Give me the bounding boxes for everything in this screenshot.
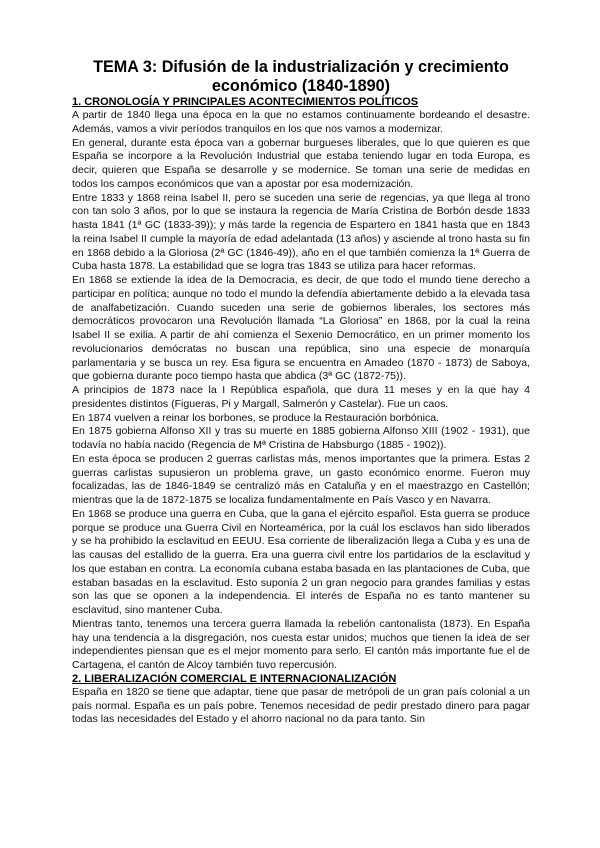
paragraph: En esta época se producen 2 guerras carlistas más, menos importantes que la primera. Estas 2 guerras carlistas supusieron un problema grave, un gasto económico enorme. Fueron muy focalizadas, las de 1846-1849 se centralizó más en Cataluña y en el maestrazgo en Castellón; mientras que la de 1872-1875 se localiza fundamentalmente en País Vasco y en Navarra. bbox=[72, 452, 530, 506]
section-heading-1: 1. CRONOLOGÍA Y PRINCIPALES ACONTECIMIENTOS POLÍTICOS bbox=[72, 96, 419, 108]
paragraph: Entre 1833 y 1868 reina Isabel II, pero se suceden una serie de regencias, ya que llega al trono con tan solo 3 años, por lo que se instaura la regencia de María Cristina de Borbón desde 1833 hasta 1841 (1ª GC (1833-39)); y más tarde la regencia de Espartero en 1841 hasta que en 1843 la reina Isabel II cumple la mayoría de edad adelantada (13 años) y asciende al trono hasta su fin en 1868 debido a la Gloriosa (2ª GC (1846-49)), año en el que también comienza la 1ª Guerra de Cuba hasta 1878. La estabilidad que se logra tras 1843 se utiliza para hacer reformas. bbox=[72, 191, 530, 273]
paragraph: En 1868 se extiende la idea de la Democracia, es decir, de que todo el mundo tiene derecho a participar en política; aunque no todo el mundo la defendía abiertamente debido a la elevada tasa de analfabetización. Cuando suceden una serie de gobiernos liberales, los sectores más democráticos provocaron una Revolución llamada “La Gloriosa” en 1868, por la cual la reina Isabel II se exilia. A partir de ahí comienza el Sexenio Democrático, en un primer momento los revolucionarios demócratas no buscan una república, sino una especie de monarquía parlamentaria y se busca un rey. Esa figura se encuentra en Amadeo (1870 - 1873) de Saboya, que gobierna durante poco tiempo hasta que abdica (3ª GC (1872-75)). bbox=[72, 274, 530, 383]
paragraph: A partir de 1840 llega una época en la que no estamos continuamente bordeando el desastre. Además, vamos a vivir períodos tranquilos en los que nos vamos a modernizar. bbox=[72, 109, 530, 135]
paragraph: En 1875 gobierna Alfonso XII y tras su muerte en 1885 gobierna Alfonso XIII (1902 - 1931), que todavía no había nacido (Regencia de Mª Cristina de Habsburgo (1885 - 1902)). bbox=[72, 425, 530, 451]
paragraph: En 1874 vuelven a reinar los borbones, se produce la Restauración borbónica. bbox=[72, 411, 440, 424]
paragraph: Mientras tanto, tenemos una tercera guerra llamada la rebelión cantonalista (1873). En España hay una tendencia a la disgregación, nos cuesta estar unidos; muchos que tienen la idea de ser independientes piensan que es el mejor momento para serlo. El cantón más importante fue el de Cartagena, el cantón de Alcoy también tuvo repercusión. bbox=[72, 617, 530, 671]
paragraph: En 1868 se produce una guerra en Cuba, que la gana el ejército español. Esta guerra se produce porque se produce una Guerra Civil en Norteamérica, por la cuál los esclavos han sido liberados y se ha prohibido la esclavitud en EEUU. Esa corriente de liberalización llega a Cuba y es una de las causas del estallido de la guerra. Era una guerra civil entre los partidarios de la esclavitud y los que estaban en contra. La economía cubana estaba basada en las plantaciones de Cuba, que estaban basadas en la esclavitud. Esto suponía 2 un gran negocio para grandes familias y estas son las que se oponen a la independencia. El interés de España no es tanto mantener su esclavitud, sino mantener Cuba. bbox=[72, 507, 530, 616]
paragraph: En general, durante esta época van a gobernar burgueses liberales, que lo que quieren es que España se incorpore a la Revolución Industrial que estaba teniendo lugar en toda Europa, es decir, quieren que España se desarrolle y se modernice. Se toman una serie de medidas en todos los campos económicos que van a apostar por esa modernización. bbox=[72, 136, 530, 190]
paragraph: España en 1820 se tiene que adaptar, tiene que pasar de metrópoli de un gran país colonial a un país normal. España es un país pobre. Tenemos necesidad de pedir prestado dinero para pagar todas las necesidades del Estado y el ahorro nacional no da para tanto. Sin bbox=[72, 685, 530, 726]
document-title: TEMA 3: Difusión de la industrialización y crecimiento económico (1840-1890) bbox=[93, 58, 509, 95]
section-heading-2: 2. LIBERALIZACIÓN COMERCIAL E INTERNACIONALIZACIÓN bbox=[72, 672, 397, 685]
paragraph: A principios de 1873 nace la I República española, que dura 11 meses y en la que hay 4 presidentes distintos (Figueras, Pi y Margall, Salmerón y Castelar). Fue un caos. bbox=[72, 384, 530, 410]
document-page bbox=[72, 58, 530, 727]
